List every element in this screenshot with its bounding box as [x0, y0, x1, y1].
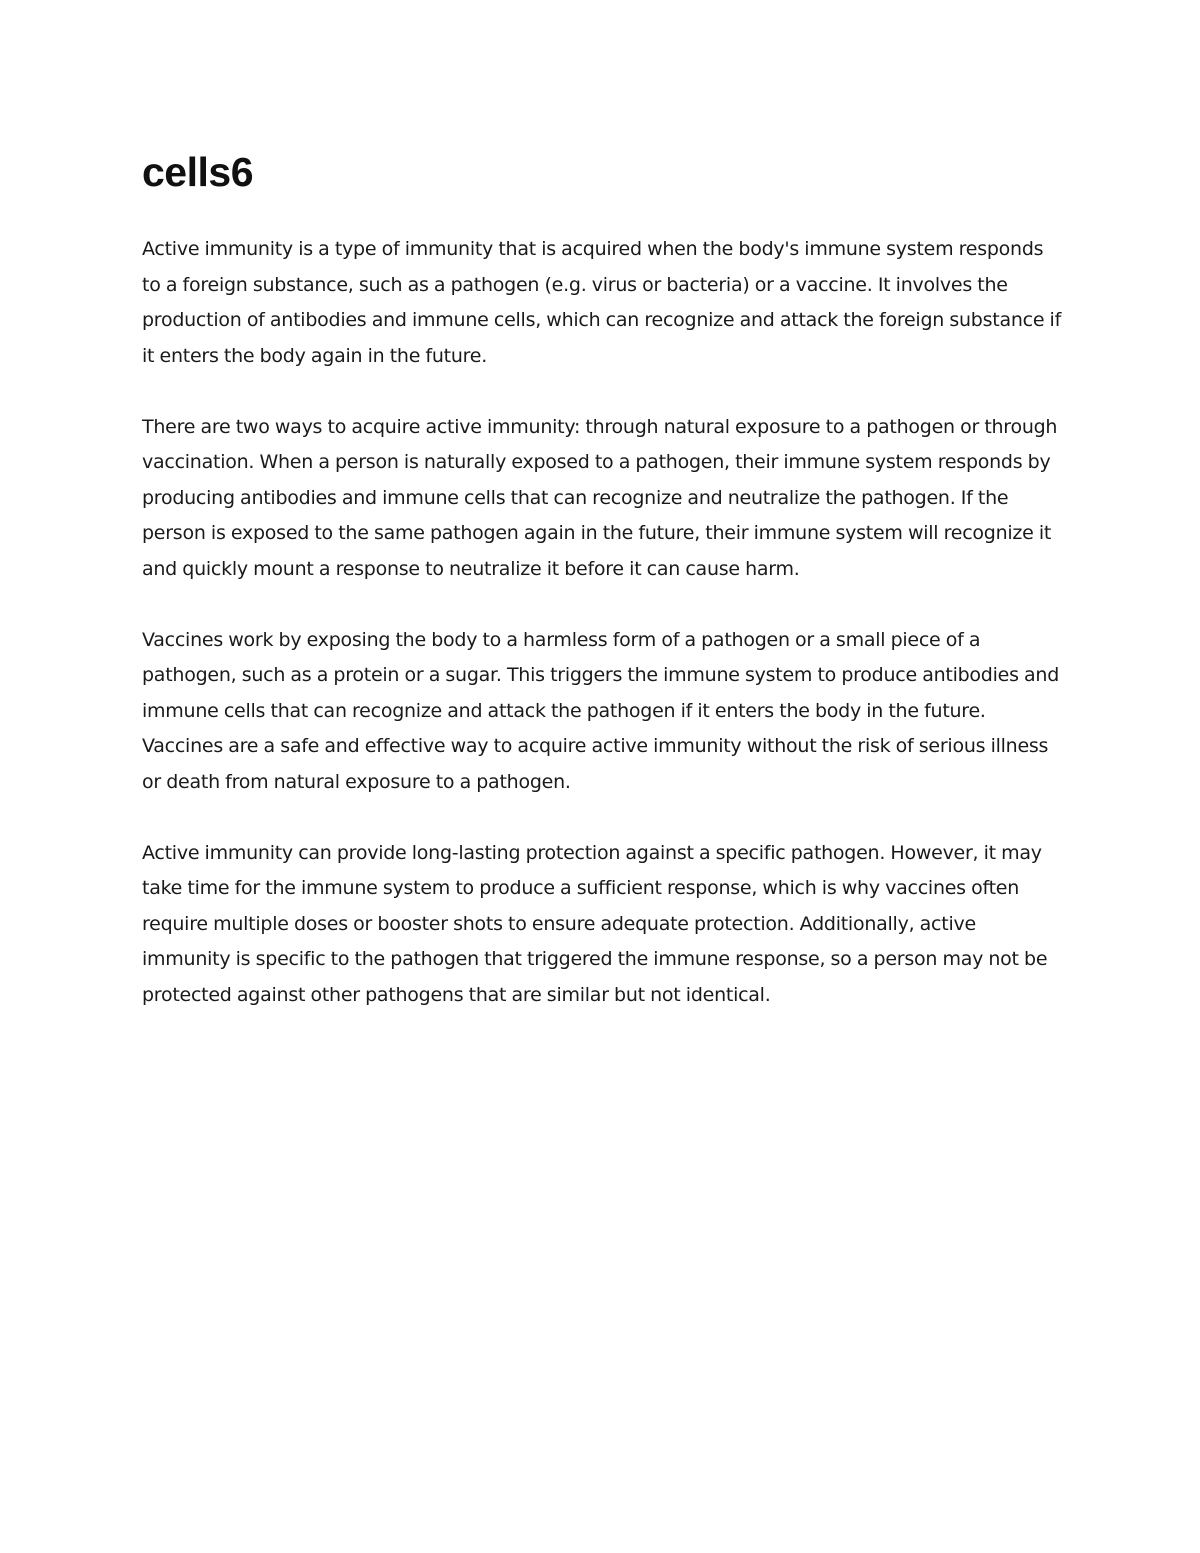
paragraph-ways-to-acquire: There are two ways to acquire active immunity: through natural exposure to a pathogen or through vaccination. When a person is naturally exposed to a pathogen, their immune system responds by producing antibodies and immune cells that can recognize and neutralize the pathogen. If the person is exposed to the same pathogen again in the future, their immune system will recognize it and quickly mount a response to neutralize it before it can cause harm.	[142, 415, 1058, 580]
paragraph-active-immunity-definition: Active immunity is a type of immunity that is acquired when the body's immune system responds to a foreign substance, such as a pathogen (e.g. virus or bacteria) or a vaccine. It involves the production of antibodies and immune cells, which can recognize and attack the foreign substance if it enters the body again in the future.	[142, 238, 1062, 367]
document-title: cells6	[142, 149, 253, 195]
document-page	[142, 150, 1062, 1049]
paragraph-vaccines: Vaccines work by exposing the body to a harmless form of a pathogen or a small piece of a pathogen, such as a protein or a sugar. This triggers the immune system to produce antibodies and immune cells that can recognize and attack the pathogen if it enters the body in the future. Vaccines are a safe and effective way to acquire active immunity without the risk of serious illness or death from natural exposure to a pathogen.	[142, 628, 1060, 793]
document-body	[142, 232, 1062, 1013]
paragraph-protection-limits: Active immunity can provide long-lasting protection against a specific pathogen. However, it may take time for the immune system to produce a sufficient response, which is why vaccines often require multiple doses or booster shots to ensure adequate protection. Additionally, active immunity is specific to the pathogen that triggered the immune response, so a person may not be protected against other pathogens that are similar but not identical.	[142, 841, 1048, 1006]
